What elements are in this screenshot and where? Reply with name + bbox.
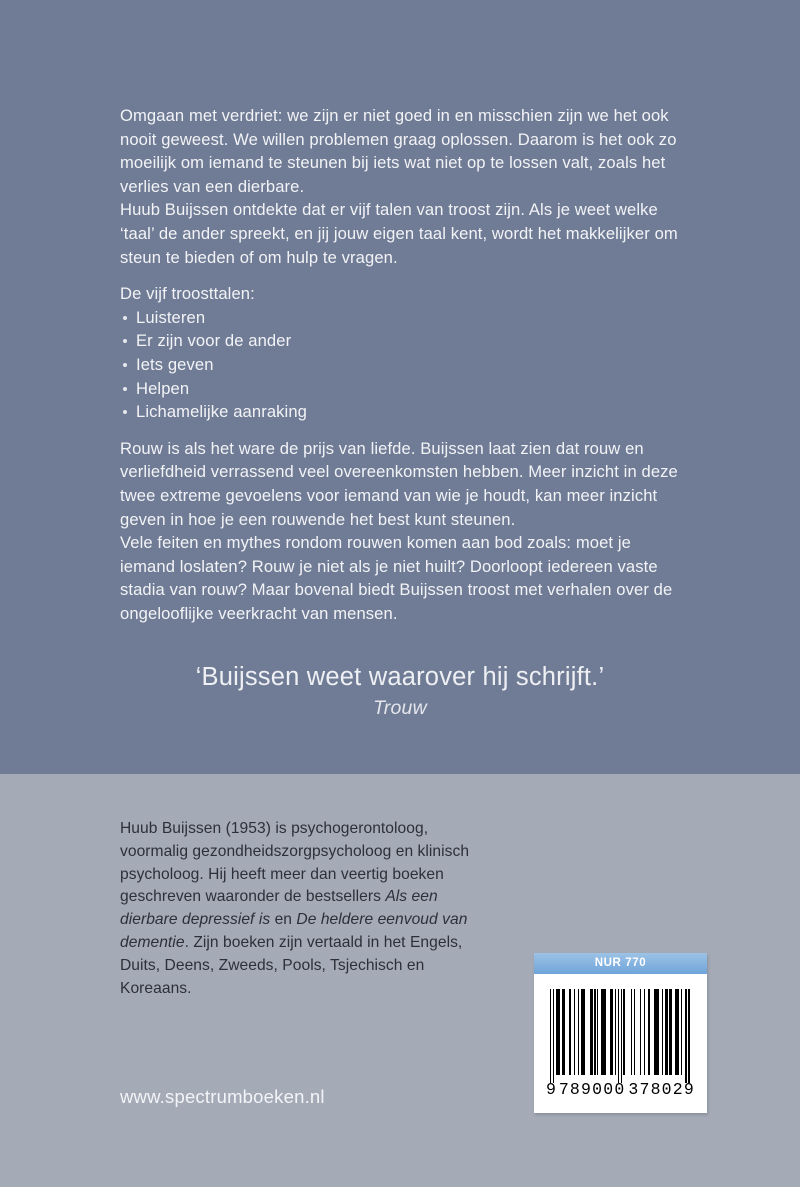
troosttalen-intro: De vijf troosttalen: [120,284,255,304]
barcode-block [534,953,707,1113]
list-item [120,329,686,353]
bullet-icon [123,316,127,320]
list-item-label: Iets geven [136,354,214,374]
blurb-paragraph-2: Huub Buijssen ontdekte dat er vijf talen van troost zijn. Als je weet welke ‘taal’ de ander spreekt, en jij jouw eigen taal kent, wordt het makkelijker om steun te bieden of om hulp te vragen. [120,200,678,267]
list-item [120,400,686,424]
publisher-website[interactable]: www.spectrumboeken.nl [120,1086,325,1107]
troosttalen-list [120,306,686,424]
review-quote-block [0,660,800,722]
list-item-label: Lichamelijke aanraking [136,402,307,422]
review-quote-source: Trouw [373,697,427,719]
paragraph-spacer [120,269,686,282]
blurb-paragraph-3: Rouw is als het ware de prijs van liefde. Buijssen laat zien dat rouw en verliefdheid verrassend veel overeenkomsten hebben. Meer inzicht in deze twee extreme gevoelens voor iemand van wie je houdt, kan meer inzicht geven in hoe je een rouwende het best kunt steunen. [120,438,678,529]
bio-connector: en [270,911,297,929]
author-bio-text-1: Huub Buijssen (1953) is psychogerontoloog, voormalig gezondheidszorgpsycholoog en klinisch psycholoog. Hij heeft meer dan veertig boeken geschreven waaronder de bestsellers [120,820,470,906]
barcode-digit-group-2: 378029 [628,1079,695,1099]
bullet-icon [123,387,127,391]
barcode-digits [546,1078,695,1100]
list-item-label: Helpen [136,378,190,398]
book-title-1: Als een dierbare depressief is [120,888,438,929]
bullet-icon [123,339,127,343]
blurb-section [120,104,686,625]
paragraph-spacer [120,424,686,437]
barcode-area [534,974,707,1113]
barcode-digit-lead: 9 [546,1079,556,1099]
author-bio [120,818,492,1000]
list-item-label: Luisteren [136,307,206,327]
book-title-2: De heldere eenvoud van dementie [120,911,468,951]
bullet-icon [123,410,127,414]
author-bio-text-2: . Zijn boeken zijn vertaald in het Engels, Duits, Deens, Zweeds, Pools, Tsjechisch en Koreaans. [120,933,463,997]
barcode-bars [550,989,691,1083]
list-item-label: Er zijn voor de ander [136,331,292,351]
list-item [120,377,686,401]
review-quote-text: ‘Buijssen weet waarover hij schrijft.’ [195,663,605,691]
barcode-digit-group-1: 789000 [558,1079,626,1099]
blurb-paragraph-1: Omgaan met verdriet: we zijn er niet goed in en misschien zijn we het ook nooit geweest. We willen problemen graag oplossen. Daarom is het ook zo moeilijk om iemand te steunen bij iets wat niet op te lossen valt, zoals het verlies van een dierbare. [120,106,677,196]
bullet-icon [123,363,127,367]
nur-label: NUR 770 [534,953,707,974]
list-item [120,353,686,377]
blurb-paragraph-4: Vele feiten en mythes rondom rouwen komen aan bod zoals: moet je iemand loslaten? Rouw je niet als je niet huilt? Doorloopt iedereen vaste stadia van rouw? Maar bovenal biedt Buijssen troost met verhalen over de ongelooflijke veerkracht van mensen. [120,533,673,623]
list-item [120,306,686,330]
